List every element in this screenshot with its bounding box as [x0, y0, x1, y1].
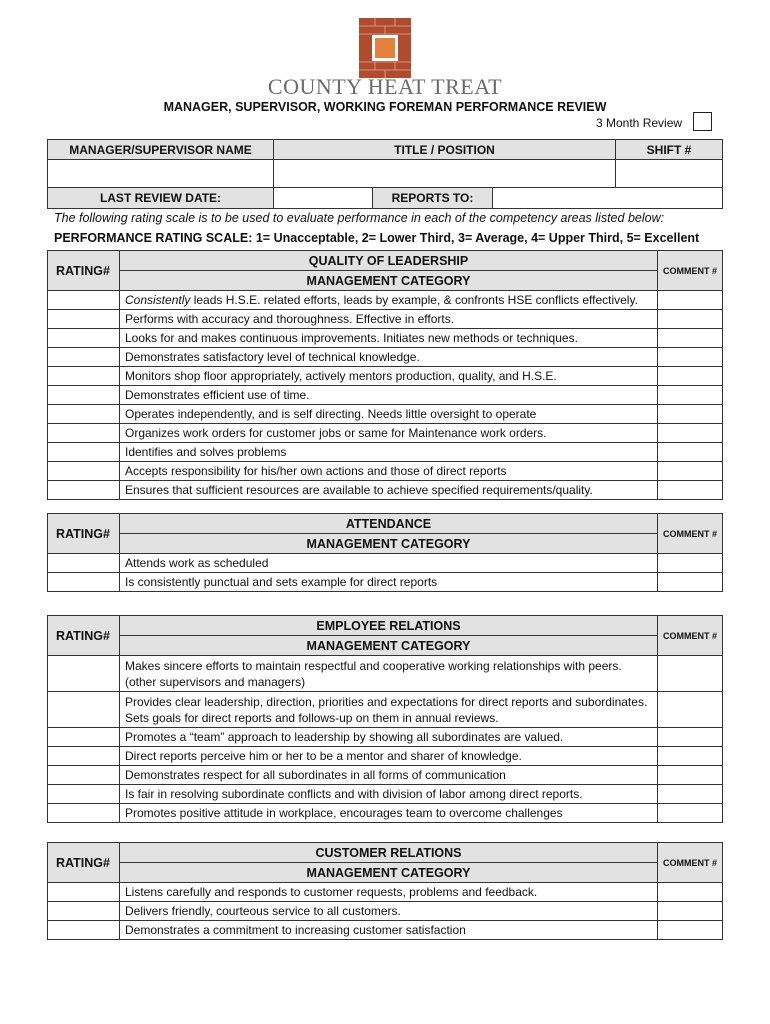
criteria-label: Accepts responsibility for his/her own actions and those of direct reports: [125, 464, 507, 478]
criteria-text: [120, 766, 658, 785]
rating-field[interactable]: [48, 329, 120, 348]
criteria-row: [48, 785, 723, 804]
three-month-review-checkbox[interactable]: [693, 112, 712, 131]
criteria-label: Provides clear leadership, direction, priorities and expectations for direct reports and subordinates. Sets goals for direct reports and follows-up on them in annual reviews.: [125, 694, 648, 725]
section-title: CUSTOMER RELATIONS: [120, 843, 658, 863]
criteria-label: Demonstrates a commitment to increasing customer satisfaction: [125, 923, 466, 937]
reports-to-label: REPORTS TO:: [373, 188, 493, 209]
comment-field[interactable]: [658, 481, 723, 500]
criteria-text: [120, 424, 658, 443]
rating-field[interactable]: [48, 554, 120, 573]
criteria-text: [120, 386, 658, 405]
criteria-row: [48, 348, 723, 367]
comment-field[interactable]: [658, 424, 723, 443]
comment-header: COMMENT #: [658, 843, 723, 883]
criteria-label: Demonstrates satisfactory level of technical knowledge.: [125, 350, 420, 364]
criteria-row: [48, 747, 723, 766]
rating-field[interactable]: [48, 405, 120, 424]
criteria-label: Operates independently, and is self directing. Needs little oversight to operate: [125, 407, 537, 421]
criteria-row: [48, 405, 723, 424]
criteria-label: Demonstrates respect for all subordinates in all forms of communication: [125, 768, 506, 782]
criteria-row: [48, 656, 723, 692]
rating-field[interactable]: [48, 883, 120, 902]
criteria-row: [48, 443, 723, 462]
section-title: EMPLOYEE RELATIONS: [120, 616, 658, 636]
section-title: QUALITY OF LEADERSHIP: [120, 251, 658, 271]
brick-furnace-logo-icon: [345, 18, 425, 78]
criteria-text: [120, 329, 658, 348]
comment-field[interactable]: [658, 367, 723, 386]
review-type-label: 3 Month Review: [596, 116, 683, 130]
criteria-text: [120, 747, 658, 766]
criteria-label: Delivers friendly, courteous service to all customers.: [125, 904, 401, 918]
title-position-field[interactable]: [274, 160, 616, 188]
rating-header: RATING#: [48, 616, 120, 656]
management-category-label: MANAGEMENT CATEGORY: [120, 636, 658, 656]
employee-info-table: [47, 139, 723, 209]
criteria-text: [120, 883, 658, 902]
criteria-label: Monitors shop floor appropriately, actively mentors production, quality, and H.S.E.: [125, 369, 557, 383]
rating-field[interactable]: [48, 902, 120, 921]
criteria-text: [120, 921, 658, 940]
shift-field[interactable]: [616, 160, 723, 188]
rating-field[interactable]: [48, 766, 120, 785]
criteria-label: Makes sincere efforts to maintain respectful and cooperative working relationships with peers. (other supervisors and managers): [125, 658, 622, 689]
criteria-text: [120, 804, 658, 823]
quality-of-leadership-table: [47, 250, 723, 500]
criteria-row: [48, 424, 723, 443]
criteria-label: Is consistently punctual and sets example for direct reports: [125, 575, 438, 589]
last-review-date-label: LAST REVIEW DATE:: [48, 188, 274, 209]
criteria-label: Looks for and makes continuous improvements. Initiates new methods or techniques.: [125, 331, 578, 345]
comment-header: COMMENT #: [658, 514, 723, 554]
criteria-row: [48, 367, 723, 386]
comment-field[interactable]: [658, 443, 723, 462]
criteria-label: Promotes a “team” approach to leadership by showing all subordinates are valued.: [125, 730, 564, 744]
criteria-label: Ensures that sufficient resources are available to achieve specified requirements/quality.: [125, 483, 593, 497]
comment-field[interactable]: [658, 656, 723, 692]
criteria-text: [120, 348, 658, 367]
instructions-text: The following rating scale is to be used to evaluate performance in each of the competency areas listed below:: [54, 211, 665, 225]
criteria-label: Performs with accuracy and thoroughness. Effective in efforts.: [125, 312, 455, 326]
customer-relations-table: [47, 842, 723, 940]
criteria-row: [48, 902, 723, 921]
last-review-date-field[interactable]: [274, 188, 373, 209]
company-name: COUNTY HEAT TREAT: [267, 74, 503, 99]
criteria-text: [120, 728, 658, 747]
management-category-label: MANAGEMENT CATEGORY: [120, 863, 658, 883]
management-category-label: MANAGEMENT CATEGORY: [120, 271, 658, 291]
comment-field[interactable]: [658, 386, 723, 405]
criteria-row: [48, 883, 723, 902]
comment-field[interactable]: [658, 883, 723, 902]
criteria-label: leads H.S.E. related efforts, leads by example, & confronts HSE conflicts effectively.: [190, 293, 638, 307]
criteria-text: [120, 573, 658, 592]
criteria-text: [120, 367, 658, 386]
form-title: MANAGER, SUPERVISOR, WORKING FOREMAN PERFORMANCE REVIEW: [163, 100, 607, 114]
criteria-row: [48, 692, 723, 728]
rating-field[interactable]: [48, 367, 120, 386]
criteria-row: [48, 310, 723, 329]
criteria-text: [120, 656, 658, 692]
rating-field[interactable]: [48, 785, 120, 804]
manager-name-label: MANAGER/SUPERVISOR NAME: [48, 140, 274, 160]
management-category-label: MANAGEMENT CATEGORY: [120, 534, 658, 554]
criteria-label: Promotes positive attitude in workplace, encourages team to overcome challenges: [125, 806, 563, 820]
rating-header: RATING#: [48, 843, 120, 883]
comment-field[interactable]: [658, 554, 723, 573]
rating-field[interactable]: [48, 310, 120, 329]
rating-field[interactable]: [48, 921, 120, 940]
criteria-text: [120, 405, 658, 424]
criteria-label: Organizes work orders for customer jobs or same for Maintenance work orders.: [125, 426, 547, 440]
criteria-row: [48, 554, 723, 573]
shift-label: SHIFT #: [616, 140, 723, 160]
rating-field[interactable]: [48, 348, 120, 367]
criteria-text: [120, 481, 658, 500]
criteria-text: [120, 785, 658, 804]
comment-field[interactable]: [658, 902, 723, 921]
criteria-row: [48, 462, 723, 481]
rating-field[interactable]: [48, 386, 120, 405]
title-position-label: TITLE / POSITION: [274, 140, 616, 160]
criteria-text: [120, 692, 658, 728]
rating-field[interactable]: [48, 462, 120, 481]
criteria-row: [48, 481, 723, 500]
criteria-row: [48, 386, 723, 405]
rating-field[interactable]: [48, 692, 120, 728]
comment-field[interactable]: [658, 573, 723, 592]
criteria-row: [48, 728, 723, 747]
reports-to-field[interactable]: [493, 188, 723, 209]
criteria-text: [120, 902, 658, 921]
comment-field[interactable]: [658, 329, 723, 348]
criteria-label: Demonstrates efficient use of time.: [125, 388, 310, 402]
rating-field[interactable]: [48, 728, 120, 747]
rating-field[interactable]: [48, 804, 120, 823]
criteria-row: [48, 766, 723, 785]
criteria-row: [48, 804, 723, 823]
rating-field[interactable]: [48, 443, 120, 462]
rating-field[interactable]: [48, 573, 120, 592]
comment-field[interactable]: [658, 462, 723, 481]
rating-field[interactable]: [48, 656, 120, 692]
criteria-text: [120, 443, 658, 462]
comment-header: COMMENT #: [658, 616, 723, 656]
comment-field[interactable]: [658, 747, 723, 766]
criteria-label: Attends work as scheduled: [125, 556, 269, 570]
criteria-text: [120, 291, 658, 310]
rating-scale-text: PERFORMANCE RATING SCALE: 1= Unacceptable, 2= Lower Third, 3= Average, 4= Upper Third, 5= Excellent: [54, 231, 700, 245]
criteria-label: Direct reports perceive him or her to be a mentor and sharer of knowledge.: [125, 749, 522, 763]
employee-relations-table: [47, 615, 723, 823]
rating-header: RATING#: [48, 251, 120, 291]
attendance-table: [47, 513, 723, 592]
comment-field[interactable]: [658, 291, 723, 310]
manager-name-field[interactable]: [48, 160, 274, 188]
criteria-row: [48, 573, 723, 592]
criteria-row: [48, 291, 723, 310]
criteria-row: [48, 329, 723, 348]
criteria-emphasis: Consistently: [125, 293, 191, 307]
rating-field[interactable]: [48, 481, 120, 500]
criteria-label: Identifies and solves problems: [125, 445, 287, 459]
comment-field[interactable]: [658, 785, 723, 804]
comment-field[interactable]: [658, 692, 723, 728]
criteria-text: [120, 554, 658, 573]
rating-field[interactable]: [48, 291, 120, 310]
comment-header: COMMENT #: [658, 251, 723, 291]
comment-field[interactable]: [658, 405, 723, 424]
section-title: ATTENDANCE: [120, 514, 658, 534]
rating-field[interactable]: [48, 424, 120, 443]
criteria-label: Listens carefully and responds to customer requests, problems and feedback.: [125, 885, 538, 899]
comment-field[interactable]: [658, 310, 723, 329]
comment-field[interactable]: [658, 728, 723, 747]
criteria-label: Is fair in resolving subordinate conflicts and with division of labor among direct reports.: [125, 787, 583, 801]
comment-field[interactable]: [658, 804, 723, 823]
rating-header: RATING#: [48, 514, 120, 554]
criteria-row: [48, 921, 723, 940]
rating-field[interactable]: [48, 747, 120, 766]
criteria-text: [120, 462, 658, 481]
comment-field[interactable]: [658, 921, 723, 940]
comment-field[interactable]: [658, 348, 723, 367]
comment-field[interactable]: [658, 766, 723, 785]
criteria-text: [120, 310, 658, 329]
